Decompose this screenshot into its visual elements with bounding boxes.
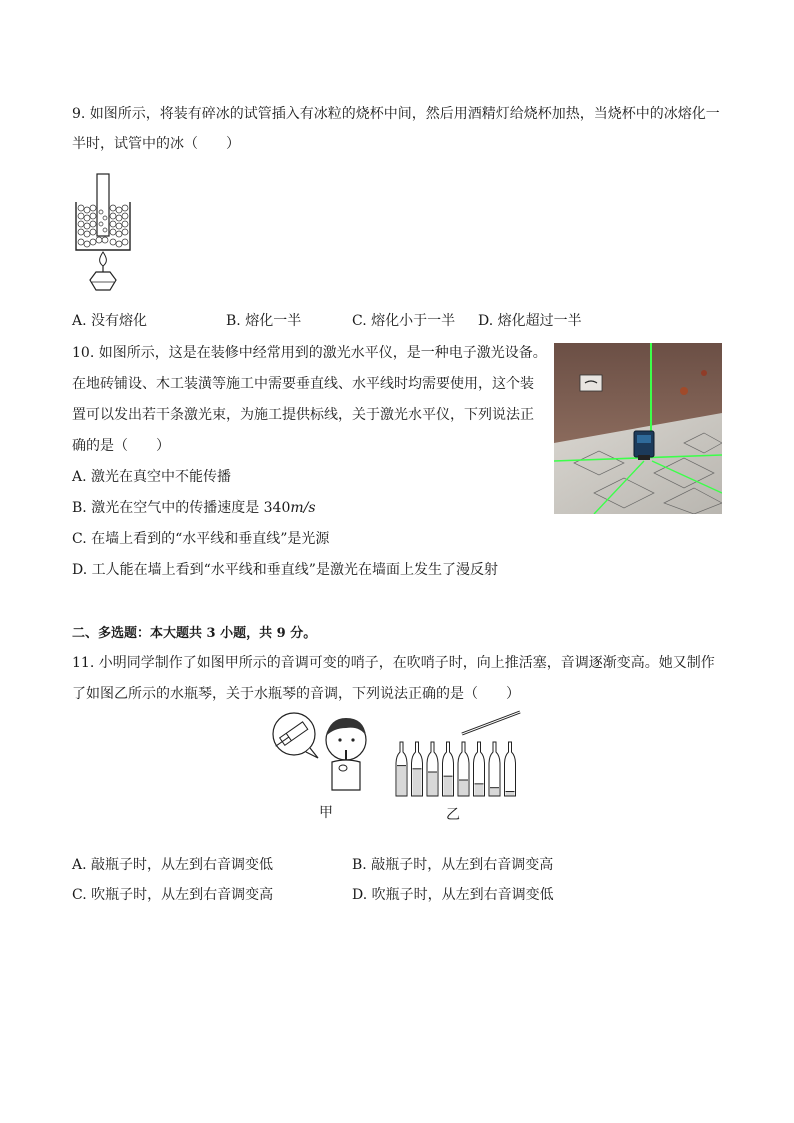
- bottle-water: [397, 766, 406, 796]
- bottle-water: [413, 769, 422, 796]
- q9-stem-line2: 半时，试管中的冰（ ）: [72, 136, 240, 152]
- q9-option-c: C. 熔化小于一半: [352, 313, 456, 329]
- q10-stem-line3: 置可以发出若干条激光束，为施工提供标线，关于激光水平仪，下列说法正: [72, 407, 534, 423]
- q9-option-a: A. 没有熔化: [72, 313, 148, 329]
- q10-stem-line1: 10. 如图所示，这是在装修中经常用到的激光水平仪，是一种电子激光设备。: [72, 345, 547, 361]
- q10-option-a: A. 激光在真空中不能传播: [72, 469, 232, 485]
- q9-stem-line1: 9. 如图所示，将装有碎冰的试管插入有冰粒的烧杯中间，然后用酒精灯给烧杯加热，当烧杯中的冰熔化一: [72, 106, 720, 122]
- bottle-water: [428, 772, 437, 796]
- q10-option-b-text: B. 激光在空气中的传播速度是 340: [72, 500, 291, 516]
- bottle-water: [475, 784, 484, 796]
- section-heading: 二、多选题：本大题共 3 小题，共 9 分。: [72, 626, 317, 641]
- q10-option-b-unit: m/s: [290, 500, 316, 516]
- q11-option-a: A. 敲瓶子时，从左到右音调变低: [72, 857, 274, 873]
- q11-water-bottles-figure: [390, 708, 524, 800]
- q11-caption-yi: 乙: [446, 807, 460, 823]
- q11-option-b: B. 敲瓶子时，从左到右音调变高: [352, 857, 554, 873]
- bottle-water: [506, 792, 515, 796]
- bottle-water: [459, 780, 468, 796]
- q11-stem-line1: 11. 小明同学制作了如图甲所示的音调可变的哨子，在吹哨子时，向上推活塞，音调逐渐变高。她又制作: [72, 655, 715, 671]
- q11-stem-line2: 了如图乙所示的水瓶琴，关于水瓶琴的音调，下列说法正确的是（ ）: [72, 686, 520, 702]
- q11-caption-jia: 甲: [319, 805, 333, 821]
- bottle-water: [490, 788, 499, 796]
- q9-option-b: B. 熔化一半: [226, 313, 302, 329]
- q10-laser-level-photo: [554, 343, 722, 514]
- bottle: [505, 742, 516, 796]
- q9-ice-beaker-figure: [72, 172, 134, 294]
- q10-stem-line2: 在地砖铺设、木工装潢等施工中需要垂直线、水平线时均需要使用，这个装: [72, 376, 534, 392]
- q11-option-c: C. 吹瓶子时，从左到右音调变高: [72, 887, 274, 903]
- bottle-water: [444, 776, 453, 795]
- q9-option-d: D. 熔化超过一半: [478, 313, 582, 329]
- q10-stem-line4: 确的是（ ）: [72, 438, 170, 454]
- q11-whistle-boy-figure: [270, 712, 370, 800]
- q10-option-c: C. 在墙上看到的“水平线和垂直线”是光源: [72, 531, 330, 547]
- q10-option-b: [72, 498, 316, 518]
- q11-option-d: D. 吹瓶子时，从左到右音调变低: [352, 887, 554, 903]
- q10-option-d: D. 工人能在墙上看到“水平线和垂直线”是激光在墙面上发生了漫反射: [72, 562, 498, 578]
